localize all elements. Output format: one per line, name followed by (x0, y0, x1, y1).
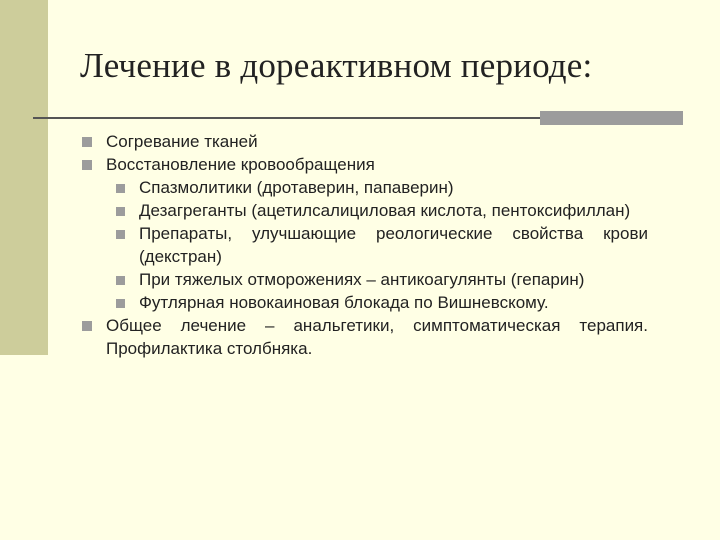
sub-list-item (82, 176, 648, 199)
list-item-text: Общее лечение – анальгетики, симптоматическая терапия. Профилактика столбняка. (106, 316, 648, 358)
list-item-text: Спазмолитики (дротаверин, папаверин) (139, 178, 454, 197)
list-item-text: Препараты, улучшающие реологические свойства крови (декстран) (139, 224, 648, 266)
square-bullet-icon (82, 160, 92, 170)
title-divider-accent (540, 111, 683, 125)
slide-title: Лечение в дореактивном периоде: (80, 46, 593, 85)
square-bullet-icon (82, 137, 92, 147)
bullet-list (82, 130, 648, 360)
list-item-text: Дезагреганты (ацетилсалициловая кислота, пентоксифиллан) (139, 201, 631, 220)
sub-list-item (82, 268, 648, 291)
list-item (82, 130, 648, 153)
list-item (82, 314, 648, 360)
list-item-text: Восстановление кровообращения (106, 155, 375, 174)
list-item-text: Согревание тканей (106, 132, 258, 151)
square-bullet-icon (116, 207, 125, 216)
square-bullet-icon (82, 321, 92, 331)
square-bullet-icon (116, 184, 125, 193)
list-item (82, 153, 648, 176)
square-bullet-icon (116, 299, 125, 308)
list-item-text: При тяжелых отморожениях – антикоагулянты (гепарин) (139, 270, 585, 289)
square-bullet-icon (116, 230, 125, 239)
square-bullet-icon (116, 276, 125, 285)
list-item-text: Футлярная новокаиновая блокада по Вишневскому. (139, 293, 549, 312)
sub-list-item (82, 222, 648, 268)
sub-list-item (82, 199, 648, 222)
sub-list-item (82, 291, 648, 314)
accent-bar (0, 0, 48, 355)
